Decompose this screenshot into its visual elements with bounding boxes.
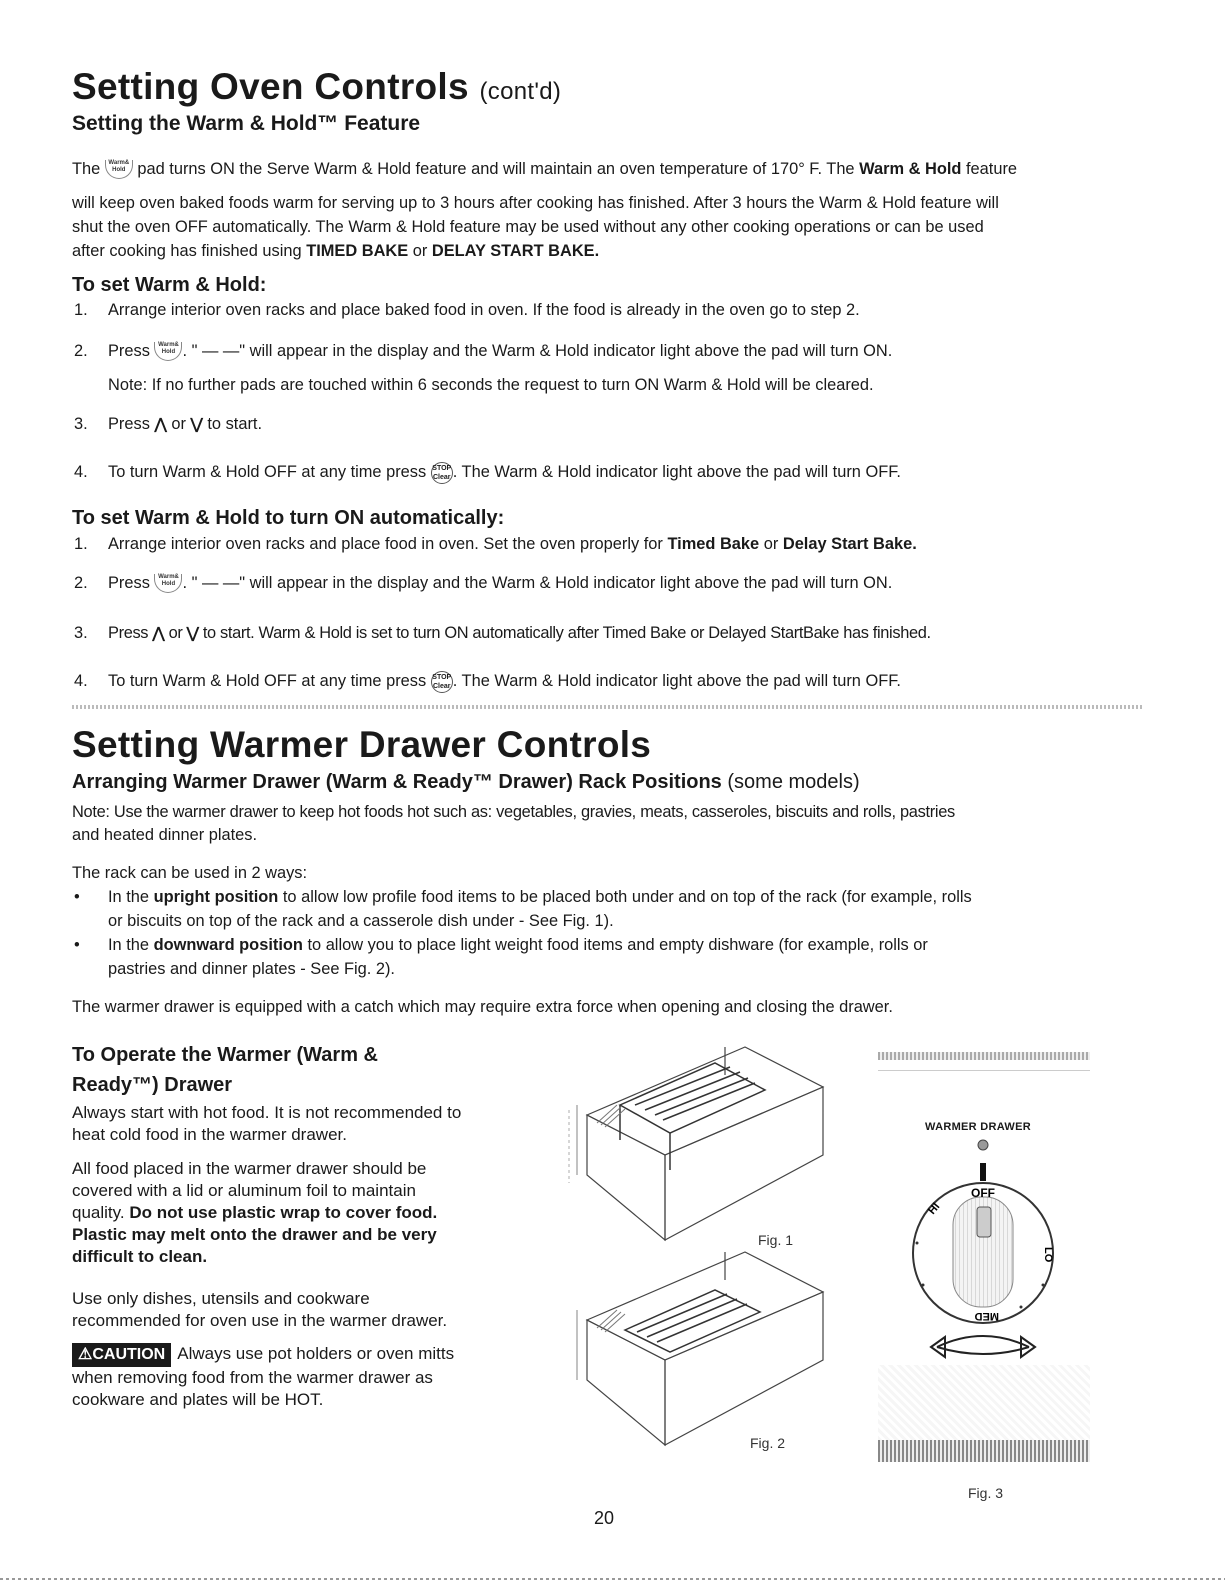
panel-line [878, 1070, 1090, 1071]
down-arrow-icon: ⋁ [186, 625, 199, 642]
operate-p2: All food placed in the warmer drawer should be covered with a lid or aluminum foil to maintain quality. Do not use plastic wrap to cover food. Plastic may melt onto the drawer and be very difficult to clean. [72, 1159, 438, 1266]
bottom-edge [0, 1578, 1225, 1580]
note-line-1: Note: Use the warmer drawer to keep hot foods hot such as: vegetables, gravies, meats, casseroles, biscuits and rolls, pastries [72, 803, 955, 821]
note-line-2: and heated dinner plates. [72, 826, 257, 844]
warm-hold-pad-icon: Warm& Hold [154, 342, 182, 361]
knob-off-label: OFF [971, 1186, 995, 1200]
page-number: 20 [594, 1508, 615, 1528]
knob-med-label: MED [974, 1310, 999, 1322]
operate-p4: ⚠CAUTION Always use pot holders or oven mitts when removing food from the warmer drawer as cookware and plates will be HOT. [72, 1344, 455, 1409]
down-arrow-icon: ⋁ [190, 416, 203, 433]
intro-line-1 [72, 158, 1017, 180]
knob-hi-label: HI [926, 1200, 943, 1217]
warm-hold-pad-icon: Warm& Hold [105, 160, 133, 179]
fig2-label: Fig. 2 [750, 1435, 786, 1451]
stop-clear-pad-icon: STOP Clear [431, 462, 453, 484]
intro-line-2: will keep oven baked foods warm for serving up to 3 hours after cooking has finished. After 3 hours the Warm & Hold feature will [72, 194, 999, 212]
drawer-front-texture [878, 1365, 1090, 1440]
caution-badge: ⚠CAUTION [72, 1343, 171, 1367]
up-arrow-icon: ⋀ [154, 416, 167, 433]
operate-heading-1: To Operate the Warmer (Warm & [72, 1044, 378, 1066]
title-suffix: (cont'd) [479, 78, 562, 105]
intro-line-4: after cooking has finished using TIMED BAKE or DELAY START BAKE. [72, 242, 600, 260]
section-divider [72, 705, 1142, 709]
intro-text: pad turns ON the Serve Warm & Hold feature and will maintain an oven temperature of 170° F. The [137, 160, 855, 178]
intro-bold: Warm & Hold [859, 160, 962, 178]
stop-clear-pad-icon: STOP Clear [431, 671, 453, 693]
fig1-label: Fig. 1 [758, 1232, 794, 1248]
fig1-drawer-illustration [565, 1045, 835, 1245]
intro-text: The [72, 160, 101, 178]
subtitle: Setting the Warm & Hold™ Feature [72, 112, 421, 135]
control-panel-edge [878, 1052, 1090, 1060]
knob-lo-label: LO [1042, 1247, 1054, 1263]
fig2-drawer-illustration [565, 1250, 835, 1450]
intro-text: feature [965, 160, 1018, 178]
warmer-drawer-knob-icon [895, 1135, 1065, 1365]
up-arrow-icon: ⋀ [152, 625, 165, 642]
title-text: Setting Oven Controls [72, 66, 469, 107]
operate-p1: Always start with hot food. It is not recommended to heat cold food in the warmer drawer. [72, 1103, 462, 1144]
section2-subtitle: Arranging Warmer Drawer (Warm & Ready™ Drawer) Rack Positions (some models) [72, 771, 860, 793]
intro-line-3: shut the oven OFF automatically. The Warm & Hold feature may be used without any other cooking operations or can be used [72, 218, 984, 236]
knob-title: WARMER DRAWER [925, 1121, 1031, 1133]
operate-heading-2: Ready™) Drawer [72, 1074, 233, 1096]
catch-text: The warmer drawer is equipped with a catch which may require extra force when opening and closing the drawer. [72, 998, 893, 1016]
ways-text: The rack can be used in 2 ways: [72, 864, 308, 882]
page-title [72, 66, 561, 108]
set-warm-hold-heading: To set Warm & Hold: [72, 274, 267, 296]
fig3-label: Fig. 3 [968, 1485, 1004, 1501]
drawer-handle [878, 1440, 1090, 1462]
set-auto-heading: To set Warm & Hold to turn ON automatically: [72, 507, 505, 529]
warm-hold-pad-icon: Warm& Hold [154, 574, 182, 593]
section2-title: Setting Warmer Drawer Controls [72, 724, 652, 765]
operate-p3: Use only dishes, utensils and cookware recommended for oven use in the warmer drawer. [72, 1289, 448, 1330]
